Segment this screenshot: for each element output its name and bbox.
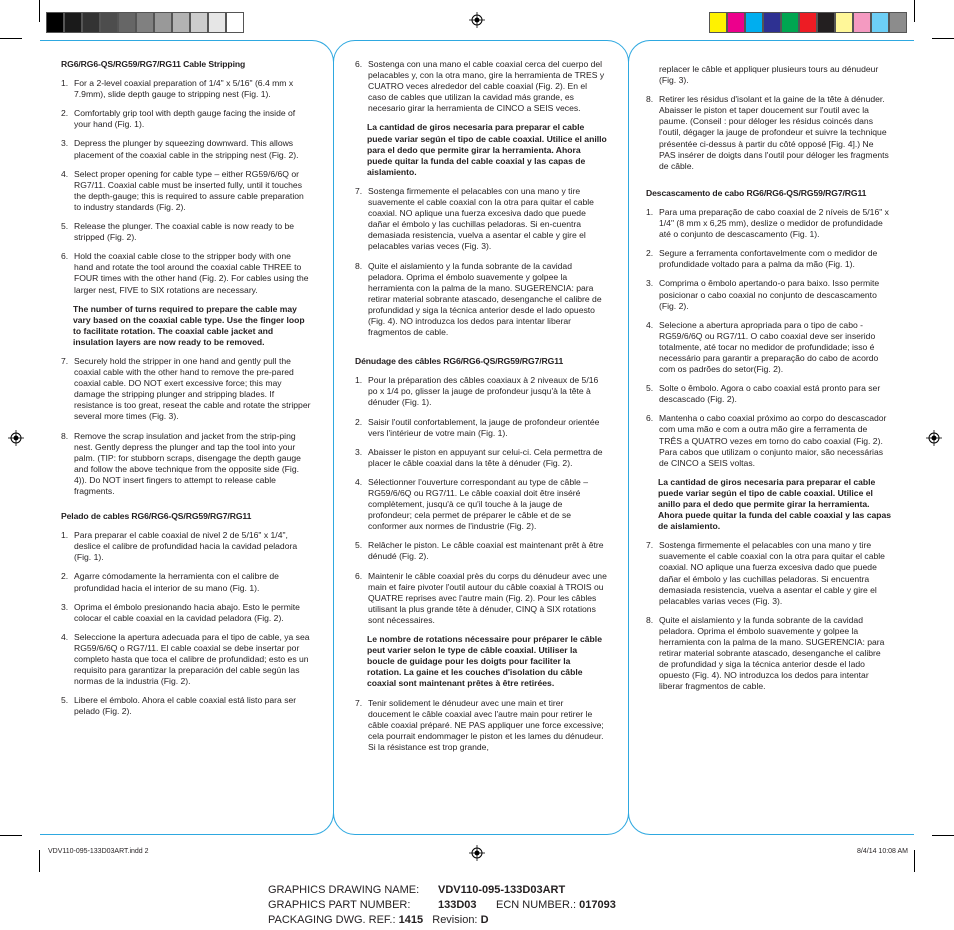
- file-name-slug: VDV110-095-133D03ART.indd 2: [48, 848, 149, 855]
- steps-es-continued: [355, 59, 607, 114]
- list-item: 4. Selecione a abertura apropriada para o tipo de cabo - RG59/6/6Q ou RG7/11. O cabo coaxial deve ser inserido totalmente, até tocar no medidor de profundidade; isso é necessário para garantir a preparação do cabo de acordo com os padrões do setor(Fig. 2).: [646, 319, 879, 375]
- color-swatch: [136, 12, 154, 33]
- column-2: [355, 59, 607, 761]
- graphics-info: [268, 883, 616, 928]
- list-item: 1. Para uma preparação de cabo coaxial de 2 níveis de 5/16" x 1/4" (8 mm x 6,25 mm), deslize o medidor de profundidade até o conjunto de descascamento (Fig. 1).: [646, 206, 889, 240]
- ecn-label: ECN NUMBER.:: [496, 899, 577, 911]
- crop-mark: [914, 0, 915, 22]
- list-item: 8. Quite el aislamiento y la funda sobrante de la cavidad peladora. Oprima el émbolo suavemente y golpee la herramienta con la palma de la mano. SUGERENCIA: para retirar material sobrante atascado, desenganche el calibre de profundidad y siga la técnica anterior desde el lado opuesto (Fig. 4). NO introduzca los dedos para intentar liberar fragmentos de cable.: [646, 614, 885, 692]
- list-item: 2. Agarre cómodamente la herramienta con el calibre de profundidad hacia el interior de su mano (Fig. 1).: [61, 571, 279, 593]
- list-item: 6. Sostenga con una mano el cable coaxial cerca del cuerpo del pelacables y, con la otra mano, gire la herramienta de TRES y CUATRO veces alrededor del cable coaxial (Fig. 2). En el caso de cables que utilizan la cavidad más grande, es necesario girar la herramienta de CINCO a SEIS veces.: [355, 59, 605, 114]
- color-swatch: [745, 12, 763, 33]
- color-swatch: [172, 12, 190, 33]
- color-swatch: [82, 12, 100, 33]
- color-swatch: [871, 12, 889, 33]
- packaging-ref-label: PACKAGING DWG. REF.:: [268, 914, 396, 926]
- steps-es-repeat: [646, 540, 892, 692]
- column-1: [61, 59, 311, 726]
- crop-mark: [0, 835, 22, 836]
- color-swatch: [64, 12, 82, 33]
- registration-mark-icon: [469, 12, 485, 28]
- list-item: 7. Sostenga firmemente el pelacables con una mano y tire suavemente el cable coaxial con la otra para quitar el cable coaxial. NO aplique una fuerza excesiva dado que puede dañar el émbolo y las cuchillas peladoras. Si en-cuentra demasiada resistencia, vuelva a asentar el cable y gire el pelacables varias veces (Fig. 3).: [355, 185, 594, 252]
- list-item: 5. Libere el émbolo. Ahora el cable coaxial está listo para ser pelado (Fig. 2).: [61, 695, 297, 717]
- list-item: 7. Tenir solidement le dénudeur avec une main et tirer doucement le câble coaxial avec l'autre main pour retirer le câble coaxial préparé. NE PAS appliquer une force excessive; cela pourrait endommager le piston et les lames du dénudeur. Si la résistance est trop grande,: [355, 697, 604, 752]
- color-swatch: [100, 12, 118, 33]
- color-swatch: [190, 12, 208, 33]
- list-item: 4. Select proper opening for cable type – either RG59/6/6Q or RG7/11. Coaxial cable must be inserted fully, until it touches the depth-gauge; this is required to assure cable preparation to industry standards (Fig. 2).: [61, 168, 304, 212]
- process-color-bar: [709, 12, 907, 33]
- revision-value: D: [480, 914, 489, 926]
- list-item: 6. Maintenir le câble coaxial près du corps du dénudeur avec une main et faire pivoter l'outil autour du câble coaxial à TROIS ou QUATRE reprises avec l'autre main (Fig. 2). Pour les câbles utilisant la plus grande tête à dénuder, CINQ à SIX rotations sont nécessaires.: [355, 570, 607, 625]
- color-swatch: [46, 12, 64, 33]
- color-swatch: [853, 12, 871, 33]
- steps-en-continued: [61, 356, 311, 497]
- list-item: 3. Oprima el émbolo presionando hacia abajo. Esto le permite colocar el cable coaxial en la cavidad peladora (Fig. 2).: [61, 601, 300, 623]
- list-item: 5. Solte o êmbolo. Agora o cabo coaxial está pronto para ser descascado (Fig. 2).: [646, 383, 881, 405]
- color-swatch: [781, 12, 799, 33]
- heading-fr: Dénudage des câbles RG6/RG6-QS/RG59/RG7/RG11: [355, 356, 564, 367]
- color-swatch: [709, 12, 727, 33]
- steps-fr-continued: [355, 698, 607, 753]
- steps-fr: [355, 375, 607, 626]
- list-item: 8. Quite el aislamiento y la funda sobrante de la cavidad peladora. Oprima el émbolo suavemente y golpee la herramienta con la palma de la mano. SUGERENCIA: para retirar material sobrante atascado, desenganche el calibre de profundidad y siga la técnica anterior desde el lado opuesto (Fig. 4). NO introduzca los dedos para intentar liberar fragmentos de cable.: [355, 260, 602, 338]
- crop-mark: [39, 850, 40, 872]
- list-item: 2. Segure a ferramenta confortavelmente com o medidor de profundidade voltado para a palma da mão (Fig. 1).: [646, 248, 878, 270]
- column-3: [646, 64, 892, 701]
- crop-mark: [932, 38, 954, 39]
- list-item: 3. Depress the plunger by squeezing downward. This allows placement of the coaxial cable in the stripping nest (Fig. 2).: [61, 138, 299, 160]
- list-item: 1. Pour la préparation des câbles coaxiaux à 2 niveaux de 5/16 po x 1/4 po, glisser la jauge de profondeur jusqu'à la tête à dénuder (Fig. 1).: [355, 375, 599, 408]
- heading-en: RG6/RG6-QS/RG59/RG7/RG11 Cable Stripping: [61, 59, 246, 69]
- date-slug: 8/4/14 10:08 AM: [857, 848, 908, 855]
- color-swatch: [226, 12, 244, 33]
- color-swatch: [817, 12, 835, 33]
- color-swatch: [154, 12, 172, 33]
- packaging-ref-value: 1415: [398, 914, 424, 926]
- registration-mark-icon: [926, 430, 942, 446]
- list-item: 2. Comfortably grip tool with depth gauge facing the inside of your hand (Fig. 1).: [61, 108, 296, 130]
- revision-label: Revision:: [432, 914, 478, 926]
- list-item: 4. Seleccione la apertura adecuada para el tipo de cable, ya sea RG59/6/6Q o RG7/11. El cable coaxial se debe insertar por completo hasta que toca el calibre de profundidad; esto es un requisito para garantizar la preparación del cable según las normas de la industria (Fig. 2).: [61, 631, 310, 687]
- steps-es-final: [355, 186, 607, 338]
- registration-mark-icon: [469, 845, 485, 861]
- steps-fr-final: [646, 94, 892, 172]
- list-item: 1. For a 2-level coaxial preparation of 1/4" x 5/16" (6.4 mm x 7.9mm), slide depth gauge to stripping nest (Fig. 1).: [61, 78, 294, 100]
- color-swatch: [763, 12, 781, 33]
- registration-mark-icon: [8, 430, 24, 446]
- crop-mark: [932, 835, 954, 836]
- color-swatch: [799, 12, 817, 33]
- list-item: 8. Retirer les résidus d'isolant et la gaine de la tête à dénuder. Abaisser le piston et taper doucement sur l'outil avec la paume. (Conseil : pour déloger les résidus coincés dans l'outil, dégager la jauge de profondeur et suivre la technique présentée ci-dessus à partir du côté opposé [Fig. 4].) Ne PAS insérer de doigts dans l'outil pour déloger les fragments de câble.: [646, 94, 889, 171]
- list-item: 3. Comprima o êmbolo apertando-o para baixo. Isso permite posicionar o cabo coaxial no conjunto de descascamento (Fig. 2).: [646, 278, 880, 311]
- grayscale-color-bar: [46, 12, 244, 33]
- crop-mark: [39, 0, 40, 22]
- crop-mark: [0, 38, 22, 39]
- color-swatch: [727, 12, 745, 33]
- list-item: 7. Securely hold the stripper in one hand and gently pull the coaxial cable with the other hand to remove the pre-pared coaxial cable. DO NOT exert excessive force; this may damage the stripping plunger and stripping blades. If resistance is too great, reseat the cable and rotate the stripper several more times (Fig. 3).: [61, 355, 311, 422]
- ecn-value: 017093: [579, 899, 616, 911]
- color-swatch: [835, 12, 853, 33]
- list-item: 3. Abaisser le piston en appuyant sur celui-ci. Cela permettra de placer le câble coaxial dans la tête à dénuder (Fig. 2).: [355, 446, 603, 468]
- list-item: 4. Sélectionner l'ouverture correspondant au type de câble – RG59/6/6Q ou RG7/11. Le câble coaxial doit être inséré complètement, jusqu'à ce qu'il touche à la jauge de profondeur; cela permet de préparer le câble et de se conformer aux normes de l'industrie (Fig. 2).: [355, 476, 588, 532]
- drawing-name-label: GRAPHICS DRAWING NAME:: [268, 884, 420, 896]
- drawing-name-value: VDV110-095-133D03ART: [438, 884, 566, 896]
- heading-pt: Descascamento de cabo RG6/RG6-QS/RG59/RG7/RG11: [646, 187, 867, 198]
- list-item: 5. Relâcher le piston. Le câble coaxial est maintenant prêt à être dénudé (Fig. 2).: [355, 540, 604, 562]
- note-en: The number of turns required to prepare the cable may vary based on the coaxial cable type. Use the finger loop to facilitate rotation. The coaxial cable jacket and insulation layers are now ready to be removed.: [73, 303, 305, 347]
- color-swatch: [889, 12, 907, 33]
- list-item: 2. Saisir l'outil confortablement, la jauge de profondeur orientée vers l'intérieur de votre main (Fig. 1).: [355, 416, 600, 438]
- note-es: La cantidad de giros necesaria para preparar el cable puede variar según el tipo de cable coaxial. Utilice el anillo para el dedo que permite girar la herramienta. Ahora puede quitar la funda del cable coaxial y las capas de aislamiento.: [367, 122, 607, 177]
- list-item: 8. Remove the scrap insulation and jacket from the strip-ping nest. Gently depress the plunger and tap the tool into your palm. (TIP: for stubborn scraps, disengage the depth gauge and follow the above technique from the opposite side (Fig. 4)). Do NOT insert fingers to attempt to release cable fragments.: [61, 430, 301, 496]
- color-swatch: [208, 12, 226, 33]
- heading-es: Pelado de cables RG6/RG6-QS/RG59/RG7/RG11: [61, 511, 252, 522]
- part-number-label: GRAPHICS PART NUMBER:: [268, 899, 411, 911]
- list-item: 1. Para preparar el cable coaxial de nivel 2 de 5/16" x 1/4", deslice el calibre de profundidad hacia la cavidad peladora (Fig. 1).: [61, 530, 298, 563]
- note-es-repeat: La cantidad de giros necesaria para preparar el cable puede variar según el tipo de cable coaxial. Utilice el anillo para el dedo que permite girar la herramienta. Ahora puede quitar la funda del cable coaxial y las capas de aislamiento.: [658, 476, 892, 532]
- note-fr: Le nombre de rotations nécessaire pour préparer le câble peut varier selon le type de câble coaxial. Utiliser la boucle de guidage pour les doigts pour faciliter la rotation. La gaine et les couches d'isolation du câble coaxial sont maintenant prêtes à être retirées.: [367, 634, 602, 689]
- steps-en: [61, 78, 311, 296]
- crop-mark: [914, 850, 915, 872]
- list-item: 6. Mantenha o cabo coaxial próximo ao corpo do descascador com uma mão e com a outra mão gire a ferramenta de TRÊS a QUATRO vezes em torno do cabo coaxial (Fig. 2). Para cabos que utilizam o conjunto maior, são necessárias de CINCO a SEIS voltas.: [646, 413, 887, 468]
- list-item: 7. Sostenga firmemente el pelacables con una mano y tire suavemente el cable coaxial con la otra para quitar el cable coaxial. NO aplique una fuerza excesiva dado que puede dañar el émbolo y las cuchillas peladoras. Si encuentra demasiada resistencia, vuelva a asentar el cable y gire el pelacables varias veces (Fig. 3).: [646, 540, 885, 606]
- part-number-value: 133D03: [438, 899, 477, 911]
- steps-pt: [646, 207, 892, 469]
- color-swatch: [118, 12, 136, 33]
- list-item: 6. Hold the coaxial cable close to the stripper body with one hand and rotate the tool around the coaxial cable THREE to FOUR times with the other hand (Fig. 2). For cables using the larger nest, FIVE to SIX rotations are necessary.: [61, 251, 309, 295]
- list-item: 5. Release the plunger. The coaxial cable is now ready to be stripped (Fig. 2).: [61, 221, 295, 243]
- steps-es: [61, 530, 311, 717]
- fr-step-7-continued: replacer le câble et appliquer plusieurs tours au dénudeur (Fig. 3).: [659, 64, 879, 86]
